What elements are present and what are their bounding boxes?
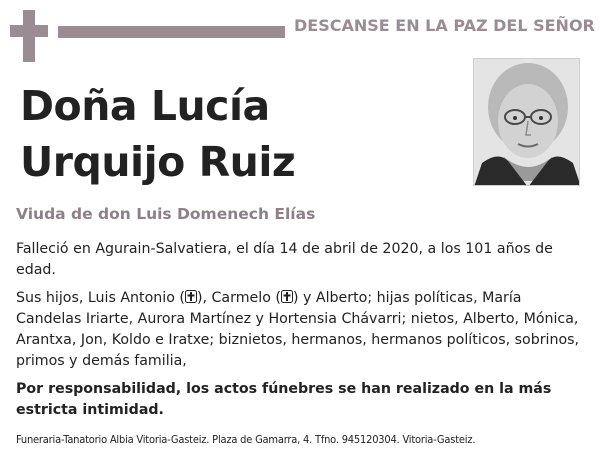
name-line-2: Urquijo Ruiz — [20, 138, 296, 186]
family-line — [16, 288, 586, 372]
cross-icon — [10, 10, 48, 62]
portrait-photo — [473, 58, 580, 186]
small-cross-icon — [185, 289, 197, 302]
funeral-note: Por responsabilidad, los actos fúnebres se han realizado en la más estricta intimidad. — [16, 381, 552, 418]
family-text-part-1: Sus hijos, Luis Antonio ( — [16, 290, 185, 306]
header-band — [58, 26, 285, 38]
portrait-photo-drawing — [474, 59, 580, 186]
death-line: Falleció en Agurain-Salvatiera, el día 14 de abril de 2020, a los 101 años de edad. — [16, 241, 553, 278]
funeral-home-footer: Funeraria-Tanatorio Albia Vitoria-Gasteiz. Plaza de Gamarra, 4. Tfno. 945120304. Vitoria-Gasteiz. — [16, 433, 476, 446]
family-text-part-2: ), Carmelo ( — [196, 290, 281, 306]
notice-body — [16, 239, 586, 428]
small-cross-icon — [281, 289, 293, 302]
deceased-name — [20, 78, 295, 190]
name-line-1: Doña Lucía — [20, 82, 270, 130]
family-text-part-3: ) y Alberto; hijas políticas, María Candelas Iriarte, Aurora Martínez y Hortensia Chávarri; nietos, Alberto, Mónica, Arantxa, Jon, Koldo e Iratxe; biznietos, hermanos, hermanos políticos, sobrinos, primos y demás familia, — [16, 290, 580, 369]
tagline: DESCANSE EN LA PAZ DEL SEÑOR — [294, 16, 595, 35]
widow-of-line: Viuda de don Luis Domenech Elías — [16, 205, 316, 223]
